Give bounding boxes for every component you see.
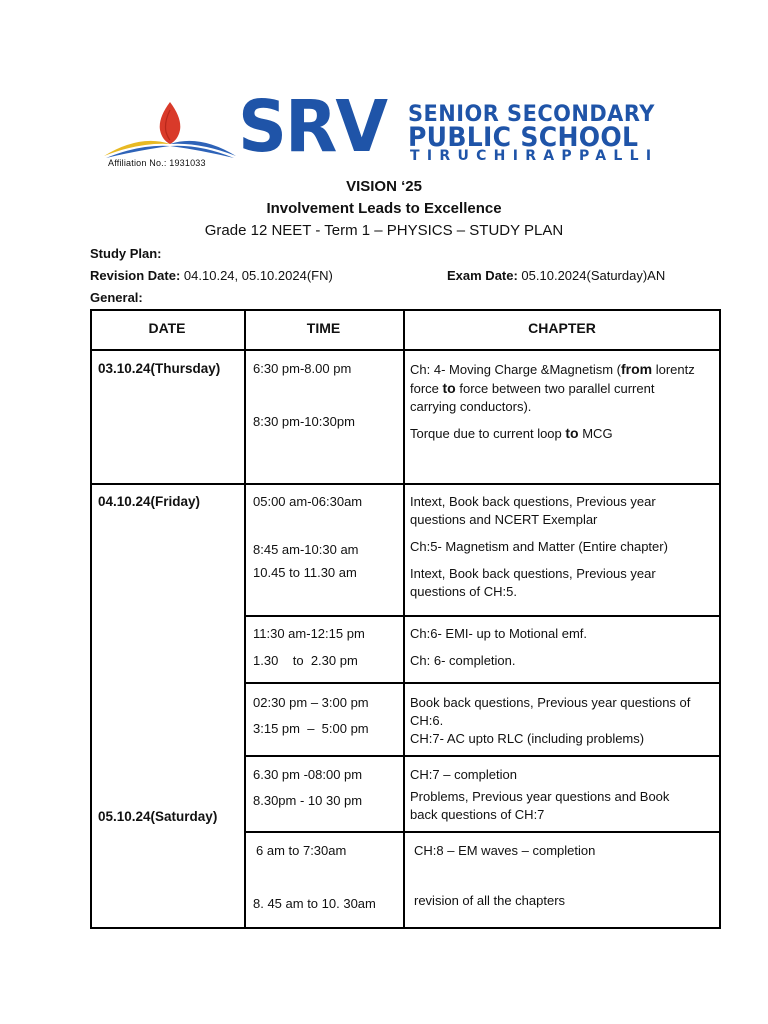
revision-date <box>90 268 333 283</box>
chapter-entry: CH:7 – completion <box>410 767 517 782</box>
chapter-entry <box>410 694 690 748</box>
school-name-line1: SENIOR SECONDARY <box>408 102 655 127</box>
date-friday: 04.10.24(Friday) <box>98 494 201 509</box>
time-slot: 05:00 am-06:30am <box>253 494 363 509</box>
revision-date-label: Revision Date: <box>90 268 181 283</box>
chapter-text: force between two parallel current <box>455 381 655 396</box>
chapter-text: Ch: 4- Moving Charge &Magnetism ( <box>410 362 621 377</box>
row-divider <box>90 483 721 485</box>
chapter-text-bold: from <box>620 361 653 377</box>
time-slot: 6.30 pm -08:00 pm <box>253 767 363 782</box>
general-label: General: <box>90 290 143 305</box>
chapter-entry <box>410 424 613 443</box>
chapter-entry: CH:8 – EM waves – completion <box>414 843 596 858</box>
chapter-text: Problems, Previous year questions and Book <box>410 789 670 804</box>
chapter-text-bold: to <box>565 425 579 441</box>
chapter-text: CH:7- AC upto RLC (including problems) <box>410 731 645 746</box>
time-slot: 6:30 pm-8.00 pm <box>253 361 352 376</box>
time-slot: 02:30 pm – 3:00 pm <box>253 695 369 710</box>
column-divider <box>403 309 405 929</box>
time-slot: 6 am to 7:30am <box>256 843 347 858</box>
motto-title: Involvement Leads to Excellence <box>266 200 502 217</box>
row-divider <box>244 682 721 684</box>
chapter-text: force <box>410 381 443 396</box>
time-slot: 11:30 am-12:15 pm <box>253 626 365 641</box>
row-divider <box>244 615 721 617</box>
chapter-text: back questions of CH:7 <box>410 807 545 822</box>
chapter-entry <box>410 360 716 416</box>
header-time: TIME <box>306 320 341 336</box>
column-divider <box>244 309 246 929</box>
chapter-text: Intext, Book back questions, Previous year <box>410 566 656 581</box>
time-slot: 8.30pm - 10 30 pm <box>253 793 363 808</box>
date-saturday: 05.10.24(Saturday) <box>98 809 218 824</box>
row-divider <box>90 349 721 351</box>
time-slot: 3:15 pm – 5:00 pm <box>253 721 369 736</box>
row-divider <box>244 755 721 757</box>
time-slot: 8. 45 am to 10. 30am <box>253 896 376 911</box>
chapter-text: carrying conductors). <box>410 399 532 414</box>
chapter-text: lorentz <box>652 362 695 377</box>
chapter-entry <box>410 565 656 601</box>
header-chapter: CHAPTER <box>528 320 596 336</box>
chapter-text: CH:6. <box>410 713 444 728</box>
chapter-text: questions and NCERT Exemplar <box>410 512 598 527</box>
chapter-text-bold: to <box>442 380 456 396</box>
chapter-entry: revision of all the chapters <box>414 893 566 908</box>
date-thursday: 03.10.24(Thursday) <box>98 361 221 376</box>
affiliation-number: Affiliation No.: 1931033 <box>108 158 206 168</box>
revision-date-value: 04.10.24, 05.10.2024(FN) <box>180 268 333 283</box>
time-slot: 8:45 am-10:30 am <box>253 542 359 557</box>
school-name-line2: PUBLIC SCHOOL <box>408 122 639 153</box>
chapter-text: Intext, Book back questions, Previous year <box>410 494 656 509</box>
time-slot: 8:30 pm-10:30pm <box>253 414 355 429</box>
school-logo-text: SRV <box>238 85 386 169</box>
chapter-entry <box>410 788 669 824</box>
chapter-text: Torque due to current loop <box>410 426 566 441</box>
chapter-entry <box>410 493 656 529</box>
vision-title: VISION ‘25 <box>346 178 422 195</box>
chapter-entry: Ch:5- Magnetism and Matter (Entire chapter) <box>410 539 668 554</box>
header-date: DATE <box>148 320 186 336</box>
chapter-text: questions of CH:5. <box>410 584 517 599</box>
row-divider <box>244 831 721 833</box>
exam-date-label: Exam Date: <box>447 268 518 283</box>
chapter-text: Book back questions, Previous year questions of <box>410 695 691 710</box>
exam-date-value: 05.10.2024(Saturday)AN <box>517 268 666 283</box>
time-slot: 1.30 to 2.30 pm <box>253 653 358 668</box>
chapter-text: MCG <box>578 426 613 441</box>
exam-date <box>447 268 665 283</box>
chapter-entry: Ch:6- EMI- up to Motional emf. <box>410 626 588 641</box>
study-plan-table <box>90 309 721 929</box>
time-slot: 10.45 to 11.30 am <box>253 565 357 580</box>
grade-title: Grade 12 NEET - Term 1 – PHYSICS – STUDY PLAN <box>204 222 564 239</box>
chapter-entry: Ch: 6- completion. <box>410 653 516 668</box>
school-city: TIRUCHIRAPPALLI <box>410 148 659 164</box>
study-plan-label: Study Plan: <box>90 246 162 261</box>
